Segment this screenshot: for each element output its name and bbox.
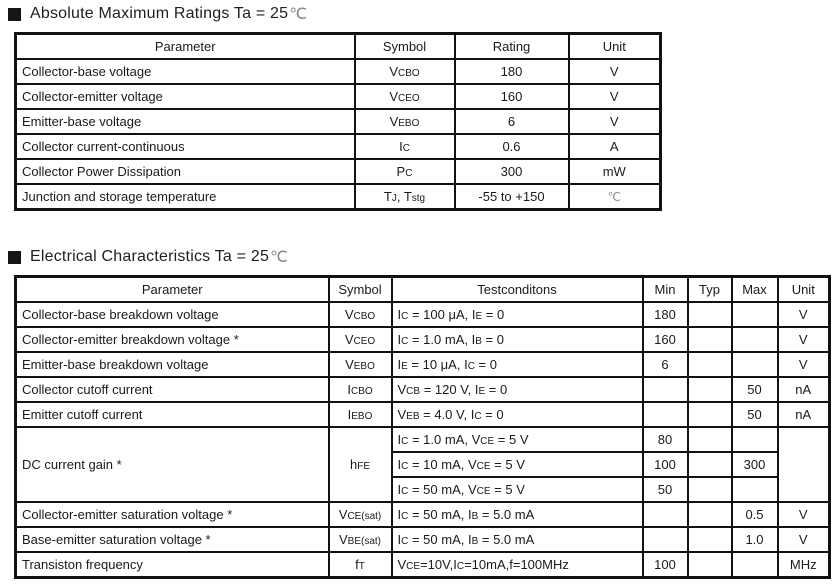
symbol-cell [355,59,455,84]
col-header-symbol: Symbol [329,277,392,303]
symbol-cell [355,159,455,184]
subscript-text: EBO [398,118,420,129]
parameter-cell: Collector current-continuous [16,134,355,159]
text-segment: = 0 [474,357,497,372]
min-cell: 100 [643,552,688,578]
max-cell: 0.5 [732,502,778,527]
parameter-cell: Junction and storage temperature [16,184,355,210]
text-segment: = 1.0 mA, V [408,432,481,447]
subscript-text: E [401,361,408,372]
table-row [16,527,830,552]
max-cell [732,427,778,452]
subscript-text: C [401,311,409,322]
subscript-text: C [467,361,475,372]
abs-max-title-text: Absolute Maximum Ratings Ta = 25 [30,5,289,22]
typ-cell [688,452,732,477]
max-cell: 50 [732,402,778,427]
text-segment: h [349,457,358,472]
typ-cell [688,477,732,502]
max-cell [732,327,778,352]
symbol-cell [329,527,392,552]
rating-cell: -55 to +150 [455,184,569,210]
testcondition-cell [392,502,643,527]
abs-max-header-row [16,34,661,60]
subscript-text: C [401,336,409,347]
subscript-text: C [401,536,409,547]
text-segment: = 5.0 mA [478,532,535,547]
max-cell: 1.0 [732,527,778,552]
parameter-cell: Collector-emitter saturation voltage * [16,502,329,527]
text-segment: = 100 μA, I [408,307,476,322]
typ-cell [688,552,732,578]
symbol-cell [355,84,455,109]
table-row [16,327,830,352]
parameter-cell: Collector-base breakdown voltage [16,302,329,327]
text-segment: = 50 mA, V [408,482,477,497]
symbol-cell [355,109,455,134]
col-header-parameter: Parameter [16,277,329,303]
subscript-text: T [358,561,365,572]
text-segment: V [389,114,399,129]
testcondition-cell [392,377,643,402]
subscript-text: C [401,461,409,472]
subscript-text: CBO [398,68,420,79]
typ-cell [688,427,732,452]
electrical-header-row [16,277,830,303]
table-row [16,502,830,527]
unit-cell: V [778,502,830,527]
table-row [16,84,661,109]
text-segment: I [399,139,403,154]
parameter-cell: Emitter cutoff current [16,402,329,427]
table-row [16,352,830,377]
text-segment: = 0 [482,307,505,322]
text-segment: I [397,357,402,372]
unit-cell: V [569,109,661,134]
abs-max-title [8,4,833,24]
testcondition-cell [392,452,643,477]
text-segment: = 5 V [490,457,525,472]
rating-cell: 180 [455,59,569,84]
max-cell [732,552,778,578]
min-cell [643,377,688,402]
subscript-text: EBO [353,361,375,372]
subscript-text: EB [406,411,420,422]
parameter-cell: DC current gain * [16,427,329,502]
symbol-cell [329,302,392,327]
text-segment: I [397,507,402,522]
section-bullet-icon [8,8,21,21]
subscript-text: C [401,436,409,447]
table-row [16,184,661,210]
symbol-cell [329,552,392,578]
electrical-section [8,247,833,579]
min-cell: 80 [643,427,688,452]
min-cell: 50 [643,477,688,502]
text-segment: , T [396,189,412,204]
text-segment: V [397,382,407,397]
testcondition-cell [392,327,643,352]
testcondition-cell [392,427,643,452]
table-row [16,377,830,402]
abs-max-table [14,32,662,211]
col-header-unit: Unit [569,34,661,60]
subscript-text: CE [476,461,491,472]
col-header-unit: Unit [778,277,830,303]
subscript-text: EBO [351,411,373,422]
parameter-cell: Collector-base voltage [16,59,355,84]
parameter-cell: Collector-emitter breakdown voltage * [16,327,329,352]
subscript-text: CE(sat) [347,511,382,522]
text-segment: = 5.0 mA [478,507,535,522]
col-header-parameter: Parameter [16,34,355,60]
typ-cell [688,377,732,402]
parameter-cell: Emitter-base voltage [16,109,355,134]
subscript-text: CB [406,386,421,397]
subscript-text: CEO [398,93,420,104]
electrical-table [14,275,831,579]
subscript-text: C [474,411,482,422]
unit-cell: MHz [778,552,830,578]
col-header-min: Min [643,277,688,303]
subscript-text: stg [411,193,426,204]
text-segment: T [383,189,392,204]
subscript-text: B [471,511,479,522]
subscript-text: FE [357,461,370,472]
table-row [16,59,661,84]
testcondition-cell [392,552,643,578]
max-cell: 50 [732,377,778,402]
unit-cell: V [778,352,830,377]
abs-max-section [8,4,833,211]
symbol-cell [355,134,455,159]
electrical-title [8,247,833,267]
symbol-cell [329,427,392,502]
rating-cell: 6 [455,109,569,134]
text-segment: I [397,457,402,472]
text-segment: I [347,382,351,397]
unit-cell: ℃ [569,184,661,210]
text-segment: V [344,307,354,322]
symbol-cell [355,184,455,210]
max-cell [732,302,778,327]
max-cell [732,477,778,502]
symbol-cell [329,377,392,402]
text-segment: V [389,89,398,104]
subscript-text: CBO [353,311,376,322]
unit-cell: V [778,327,830,352]
text-segment: I [347,407,352,422]
unit-cell: A [569,134,661,159]
text-segment: =10mA,f=100MHz [464,557,569,572]
text-segment: V [344,332,354,347]
min-cell: 100 [643,452,688,477]
unit-cell: mW [569,159,661,184]
parameter-cell: Collector cutoff current [16,377,329,402]
typ-cell [688,502,732,527]
text-segment: = 120 V, I [420,382,479,397]
col-header-rating: Rating [455,34,569,60]
symbol-cell [329,327,392,352]
text-segment: I [397,332,402,347]
text-segment: = 5 V [490,482,525,497]
symbol-cell [329,352,392,377]
subscript-text: B [475,336,482,347]
subscript-text: C [401,511,409,522]
parameter-cell: Transiston frequency [16,552,329,578]
subscript-text: CEO [353,336,376,347]
text-segment: = 5 V [494,432,529,447]
parameter-cell: Collector-emitter voltage [16,84,355,109]
max-cell [732,352,778,377]
text-segment: V [345,357,354,372]
text-segment: V [338,507,348,522]
min-cell: 6 [643,352,688,377]
typ-cell [688,327,732,352]
text-segment: = 4.0 V, I [419,407,475,422]
table-row [16,159,661,184]
section-bullet-icon [8,251,21,264]
subscript-text: E [475,311,483,322]
text-segment: V [397,407,407,422]
subscript-text: CE [406,561,421,572]
subscript-text: E [478,386,486,397]
symbol-cell [329,502,392,527]
rating-cell: 160 [455,84,569,109]
parameter-cell: Emitter-base breakdown voltage [16,352,329,377]
subscript-text: CE [480,436,495,447]
testcondition-cell [392,527,643,552]
testcondition-cell [392,352,643,377]
testcondition-cell [392,302,643,327]
text-segment: = 0 [481,332,504,347]
parameter-cell: Collector Power Dissipation [16,159,355,184]
table-row [16,552,830,578]
rating-cell: 300 [455,159,569,184]
table-row [16,302,830,327]
col-header-symbol: Symbol [355,34,455,60]
table-row-hfe-1 [16,427,830,452]
text-segment: = 50 mA, I [408,507,472,522]
unit-cell: V [778,527,830,552]
unit-cell: V [778,302,830,327]
testcondition-cell [392,477,643,502]
unit-cell [778,427,830,502]
text-segment: I [397,432,402,447]
subscript-text: BE(sat) [347,536,381,547]
subscript-text: B [471,536,479,547]
typ-cell [688,402,732,427]
col-header-typ: Typ [688,277,732,303]
text-segment: = 1.0 mA, I [408,332,476,347]
min-cell [643,527,688,552]
min-cell: 180 [643,302,688,327]
text-segment: V [389,64,398,79]
text-segment: P [396,164,406,179]
testcondition-cell [392,402,643,427]
subscript-text: C [405,168,413,179]
text-segment: V [397,557,407,572]
degree-symbol: ℃ [289,6,308,23]
degree-symbol: ℃ [270,249,289,266]
unit-cell: V [569,59,661,84]
table-row [16,109,661,134]
text-segment: = 0 [481,407,504,422]
rating-cell: 0.6 [455,134,569,159]
text-segment: = 0 [485,382,508,397]
subscript-text: C [402,143,410,154]
max-cell: 300 [732,452,778,477]
text-segment: =10V,I [420,557,457,572]
symbol-cell [329,402,392,427]
text-segment: = 10 mA, V [408,457,477,472]
table-row [16,134,661,159]
min-cell [643,502,688,527]
min-cell [643,402,688,427]
text-segment: = 10 μA, I [407,357,468,372]
unit-cell: V [569,84,661,109]
typ-cell [688,352,732,377]
table-row [16,402,830,427]
min-cell: 160 [643,327,688,352]
typ-cell [688,302,732,327]
text-segment: I [397,307,402,322]
text-segment: V [338,532,348,547]
text-segment: f [355,557,359,572]
unit-cell: nA [778,402,830,427]
col-header-max: Max [732,277,778,303]
subscript-text: CBO [350,386,373,397]
text-segment: I [397,532,402,547]
unit-cell: nA [778,377,830,402]
col-header-testconditions: Testconditons [392,277,643,303]
subscript-text: C [456,561,465,572]
text-segment: I [397,482,402,497]
electrical-title-text: Electrical Characteristics Ta = 25 [30,248,270,265]
parameter-cell: Base-emitter saturation voltage * [16,527,329,552]
subscript-text: CE [476,486,491,497]
subscript-text: J [391,193,397,204]
typ-cell [688,527,732,552]
text-segment: = 50 mA, I [408,532,472,547]
subscript-text: C [401,486,409,497]
